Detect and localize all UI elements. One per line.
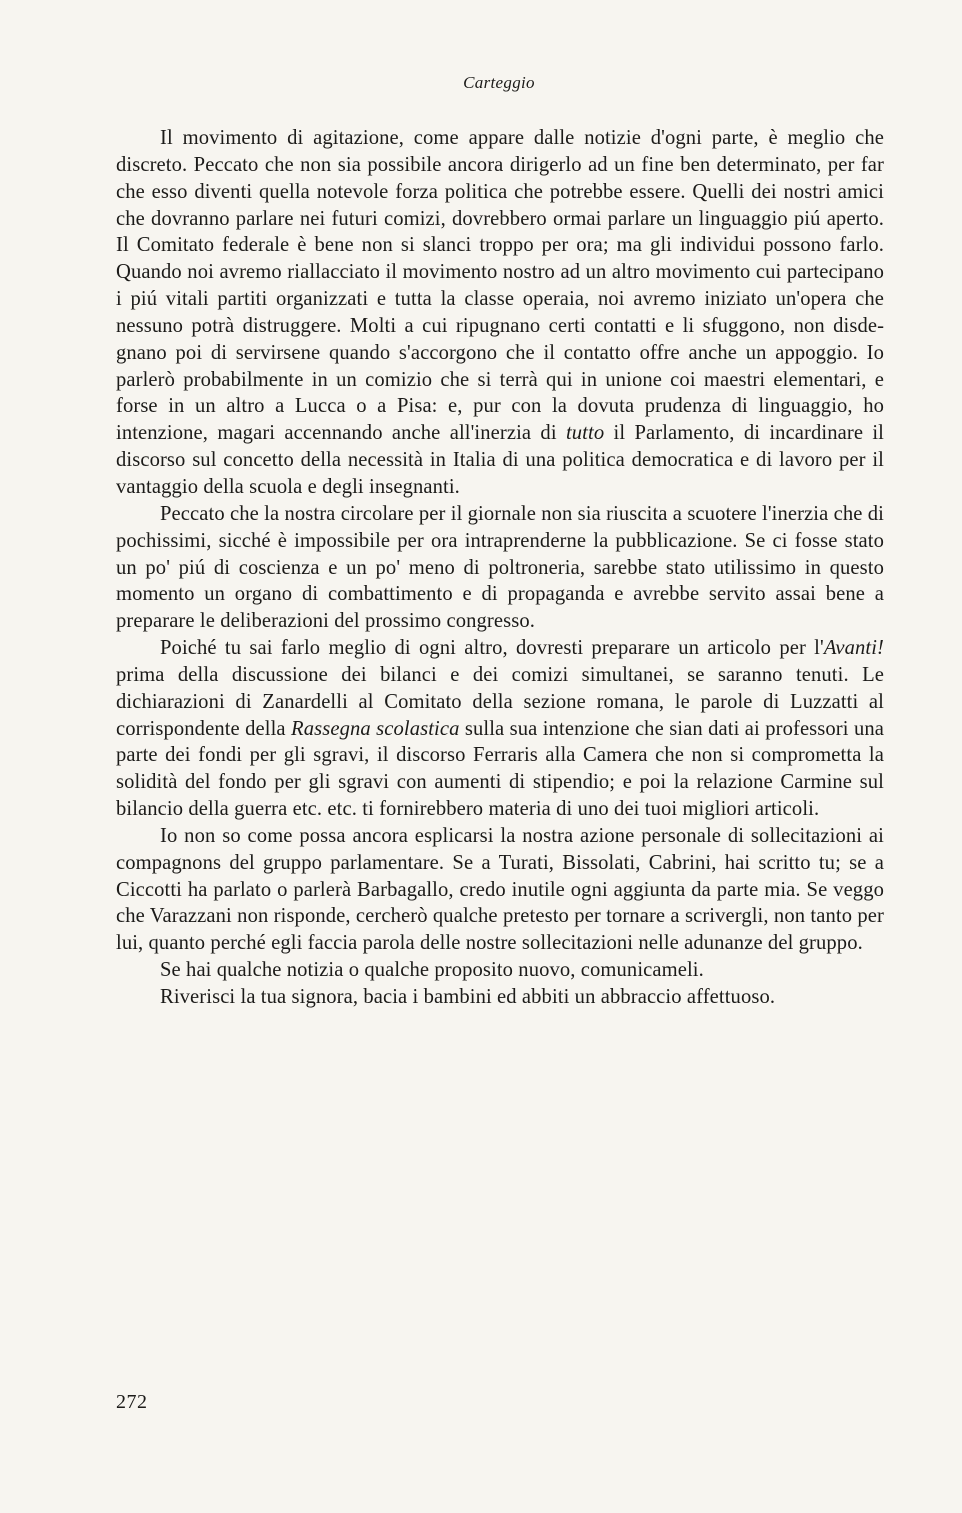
paragraph	[116, 823, 884, 957]
text-segment: Poiché tu sai farlo meglio di ogni altro, dovresti preparare un articolo per l'	[160, 637, 824, 660]
italic-segment: tutto	[565, 422, 605, 445]
italic-segment: Rassegna scolastica	[291, 717, 460, 740]
paragraph	[116, 984, 884, 1011]
text-segment: sulla sua intenzione che sian dati ai professori una parte dei fondi per gli sgravi, il discorso Ferraris alla Camera che non si comprometta la solidità del fondo per gli sgravi con aumenti di stipendio; e poi la relazione Carmine sul bilancio della guerra etc. etc. ti fornirebbero materia di uno dei tuoi migliori articoli.	[116, 717, 884, 821]
text-segment: Il movimento di agitazione, come appare dalle notizie d'ogni parte, è meglio che discreto. Peccato che non sia possibile ancora dirigerlo ad un fine ben determinato, per far che esso diventi quella notevole forza politica che potrebbe essere. Quelli dei nostri amici che dovranno parlare nei futuri comizi, dovrebbero ormai parlare un linguaggio piú aperto. Il Comitato federale è bene non si slanci troppo per ora; ma gli individui possono farlo. Quando noi avremo riallacciato il movimento nostro ad un altro movimento cui partecipano i piú vitali partiti organizzati e tutta la classe operaia, noi avremo iniziato un'opera che nessuno potrà distruggere. Molti a cui ripugnano certi contatti e li sfuggono, non disdegnano poi di servirsene quando s'accorgono che il contatto offre anche un appoggio. Io parlerò probabilmente in un comizio che si terrà qui in unione coi maestri elementari, e forse in un altro a Lucca o a Pisa: e, pur con la dovuta prudenza di linguaggio, ho intenzione, magari accennando anche all'inerzia di	[116, 127, 884, 445]
text-segment: Se hai qualche notizia o qualche proposito nuovo, comunicameli.	[160, 959, 704, 982]
text-segment: Io non so come possa ancora esplicarsi la nostra azione personale di sollecitazioni ai compagnons del gruppo parlamentare. Se a Turati, Bissolati, Cabrini, hai scritto tu; se a Ciccotti ha parlato o parlerà Barbagallo, credo inutile ogni aggiunta da parte mia. Se veggo che Varazzani non risponde, cercherò qualche pretesto per tornare a scrivergli, non tanto per lui, quanto perché egli faccia parola delle nostre sollecitazioni nelle adunanze del gruppo.	[116, 824, 884, 955]
letter-body	[116, 125, 884, 1011]
paragraph	[116, 501, 884, 635]
text-segment: il Parlamento, di incardinare il discorso sul concetto della necessità in Italia di una politica democratica e di lavoro per il vantaggio della scuola e degli insegnanti.	[116, 422, 885, 498]
paragraph	[116, 125, 884, 501]
text-segment: Riverisci la tua signora, bacia i bambini ed abbiti un abbraccio affettuoso.	[160, 986, 776, 1008]
text-segment: prima della discussione dei bilanci e dei comizi simultanei, se saranno tenuti. Le dichiarazioni di Zanardelli al Comitato della sezione romana, le parole di Luzzatti al corrispondente della	[116, 663, 884, 740]
page-number: 272	[116, 1391, 148, 1413]
running-head	[0, 73, 962, 93]
paragraph	[116, 957, 884, 984]
paragraph	[116, 635, 884, 823]
running-head-title: Carteggio	[463, 73, 535, 92]
italic-segment: Avanti!	[823, 637, 884, 660]
text-segment: Peccato che la nostra circolare per il giornale non sia riuscita a scuotere l'inerzia che di pochissimi, sicché è impossibile per ora intraprenderne la pubblicazione. Se ci fosse stato un po' piú di coscienza e un po' meno di poltroneria, sarebbe stato utilissimo in questo momento un organo di combattimento e di propaganda e avrebbe servito assai bene a preparare le deliberazioni del prossimo congresso.	[116, 502, 884, 633]
